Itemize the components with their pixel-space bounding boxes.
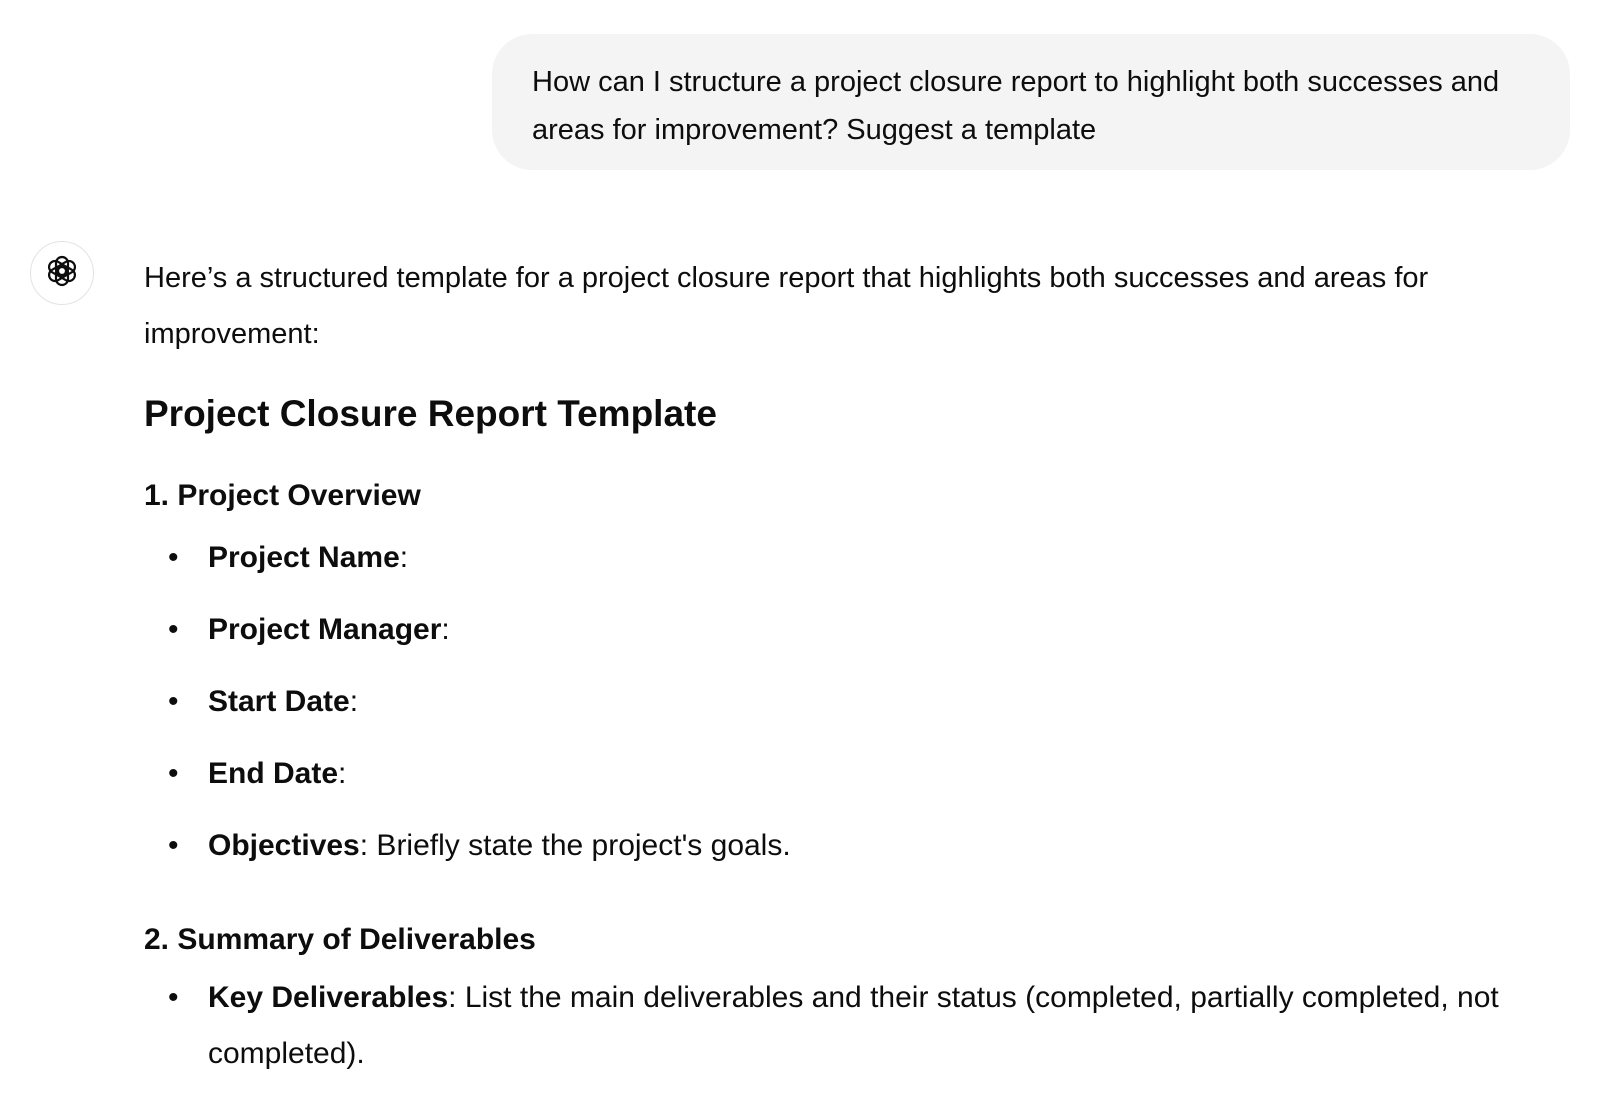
item-text: List the main deliverables and their status (completed, partially completed, not completed). — [208, 981, 1499, 1070]
user-message-bubble — [492, 34, 1570, 170]
section-heading: 2. Summary of Deliverables — [144, 923, 536, 956]
item-label: Project Name — [208, 541, 400, 574]
user-message-text: How can I structure a project closure report to highlight both successes and areas for improvement? Suggest a template — [532, 66, 1500, 146]
openai-logo-icon — [42, 251, 82, 296]
assistant-intro: Here’s a structured template for a project closure report that highlights both successes and areas for improvement: — [144, 262, 1429, 350]
report-title: Project Closure Report Template — [144, 393, 717, 434]
list-item: • Key Deliverables: List the main deliverables and their status (completed, partially completed, not completed). — [168, 981, 1499, 1070]
list-item: • Project Manager: — [168, 613, 450, 646]
assistant-message — [144, 250, 1574, 1098]
item-label: Start Date — [208, 685, 350, 718]
section-list — [144, 530, 1574, 874]
item-label: Objectives — [208, 829, 360, 862]
list-item: • Objectives: Briefly state the project's goals. — [168, 829, 791, 862]
item-label: Project Manager — [208, 613, 442, 646]
list-item: • End Date: — [168, 757, 347, 790]
list-item: • Start Date: — [168, 685, 359, 718]
section-summary-of-deliverables — [144, 918, 1574, 1082]
item-text: Briefly state the project's goals. — [368, 829, 791, 862]
section-project-overview — [144, 474, 1574, 874]
item-label: Key Deliverables — [208, 981, 449, 1014]
section-list — [144, 970, 1574, 1082]
list-item: • Project Name: — [168, 541, 409, 574]
section-heading: 1. Project Overview — [144, 479, 421, 512]
item-label: End Date — [208, 757, 339, 790]
assistant-avatar — [30, 241, 94, 305]
